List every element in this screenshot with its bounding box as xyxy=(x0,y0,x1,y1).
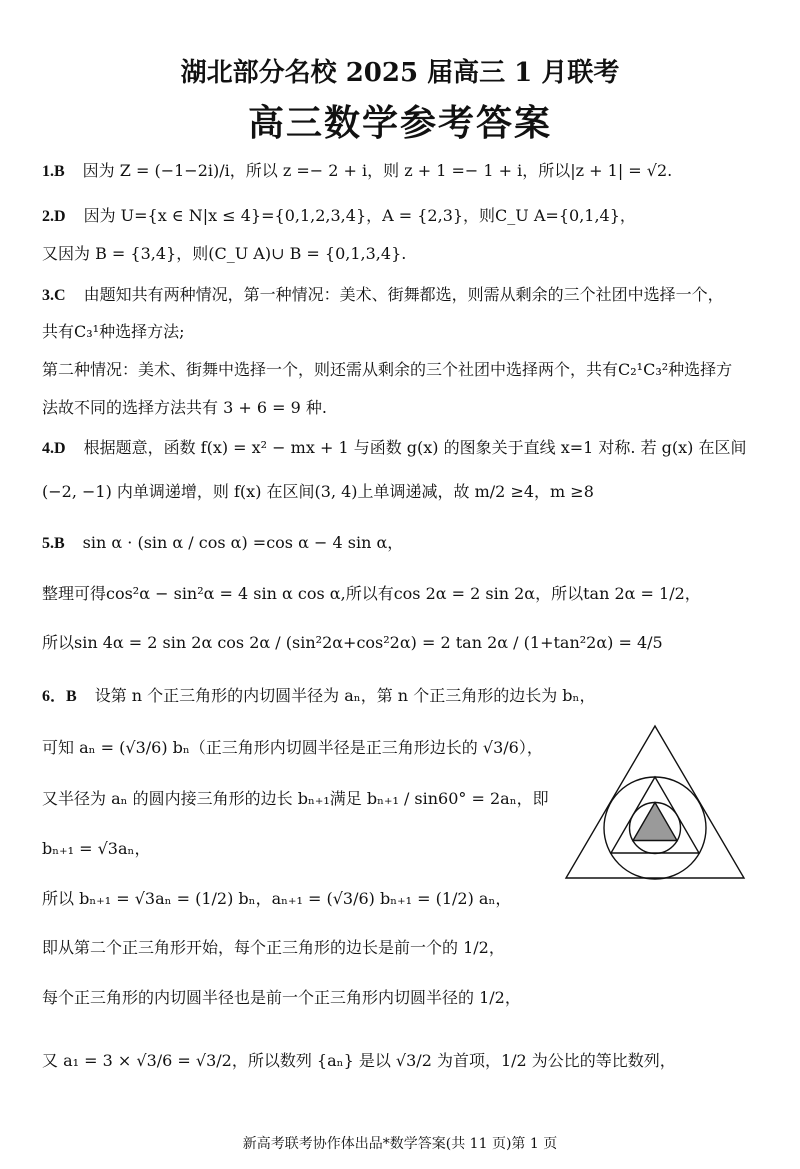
answer-text: 可知 aₙ = (√3/6) bₙ（正三角形内切圆半径是正三角形边长的 √3/6）， xyxy=(42,738,543,757)
answer-line xyxy=(42,532,403,555)
answer-line xyxy=(42,685,595,708)
answer-line xyxy=(42,987,521,1009)
page-footer: 新高考联考协作体出品*数学答案(共 11 页)第 1 页 xyxy=(242,1136,558,1152)
answer-text: 又半径为 aₙ 的圆内接三角形的边长 bₙ₊₁满足 bₙ₊₁ / sin60° = 2aₙ，即 xyxy=(42,789,549,808)
answer-line xyxy=(42,397,327,419)
answer-line xyxy=(42,205,636,228)
answer-text: 法故不同的选择方法共有 3 + 6 = 9 种. xyxy=(42,398,327,417)
answer-text: 第二种情况：美术、街舞中选择一个，则还需从剩余的三个社团中选择两个，共有C₂¹C₃²种选择方 xyxy=(42,360,733,379)
answer-line xyxy=(42,888,511,910)
answer-number: 5.B xyxy=(42,535,65,552)
answer-text: sin α · (sin α / cos α) =cos α − 4 sin α， xyxy=(82,533,404,552)
answer-number: 3.C xyxy=(42,287,66,304)
answer-text: bₙ₊₁ = √3aₙ， xyxy=(42,839,151,858)
answer-key-title: 高三数学参考答案 xyxy=(247,102,552,144)
answer-line xyxy=(42,160,672,183)
answer-text: 由题知共有两种情况，第一种情况：美术、街舞都选，则需从剩余的三个社团中选择一个， xyxy=(83,285,724,304)
exam-title: 湖北部分名校 2025 届高三 1 月联考 xyxy=(180,58,620,88)
answer-text: 根据题意，函数 f(x) = x² − mx + 1 与函数 g(x) 的图象关于直线 x=1 对称. 若 g(x) 在区间 xyxy=(83,438,747,457)
answer-number: 2.D xyxy=(42,208,66,225)
answer-text: (−2, −1) 内单调递增，则 f(x) 在区间(3, 4)上单调递减，故 m/2 ≥4，m ≥8 xyxy=(42,482,594,501)
answer-text: 设第 n 个正三角形的内切圆半径为 aₙ，第 n 个正三角形的边长为 bₙ， xyxy=(94,686,596,705)
answer-text: 所以 bₙ₊₁ = √3aₙ = (1/2) bₙ，aₙ₊₁ = (√3/6) bₙ₊₁ = (1/2) aₙ， xyxy=(42,889,512,908)
answer-line xyxy=(42,321,184,343)
answer-text: 即从第二个正三角形开始，每个正三角形的边长是前一个的 1/2， xyxy=(42,938,505,957)
answer-line xyxy=(42,737,543,759)
answer-line xyxy=(42,359,732,381)
answer-text: 整理可得cos²α − sin²α = 4 sin α cos α,所以有cos 2α = 2 sin 2α，所以tan 2α = 1/2， xyxy=(42,584,701,603)
answer-number: 6．B xyxy=(42,688,77,705)
answer-text: 因为 U={x ∈ N|x ≤ 4}={0,1,2,3,4}，A = {2,3}，则C_U A={0,1,4}， xyxy=(83,206,636,225)
answer-text: 每个正三角形的内切圆半径也是前一个正三角形内切圆半径的 1/2， xyxy=(42,988,521,1007)
answer-line xyxy=(42,583,701,605)
answer-line xyxy=(42,284,724,307)
answer-text: 又 a₁ = 3 × √3/6 = √3/2，所以数列 {aₙ} 是以 √3/2 为首项，1/2 为公比的等比数列， xyxy=(42,1051,676,1070)
answer-line xyxy=(42,937,505,959)
answer-line xyxy=(42,788,549,810)
answer-line xyxy=(42,437,747,460)
answer-text: 所以sin 4α = 2 sin 2α cos 2α / (sin²2α+cos²2α) = 2 tan 2α / (1+tan²2α) = 4/5 xyxy=(42,633,663,652)
answer-text: 又因为 B = {3,4}，则(C_U A)∪ B = {0,1,3,4}. xyxy=(42,244,407,263)
answer-line xyxy=(42,1050,676,1072)
answer-number: 4.D xyxy=(42,440,66,457)
answer-line xyxy=(42,632,663,654)
answer-text: 共有C₃¹种选择方法; xyxy=(42,322,185,341)
answer-line xyxy=(42,481,594,503)
answer-text: 因为 Z = (−1−2i)/i，所以 z =− 2 + i，则 z + 1 =− 1 + i，所以|z + 1| = √2. xyxy=(82,161,673,180)
answer-number: 1.B xyxy=(42,163,65,180)
nested-triangles-figure xyxy=(562,722,748,882)
answer-line xyxy=(42,838,150,860)
answer-line xyxy=(42,243,406,265)
